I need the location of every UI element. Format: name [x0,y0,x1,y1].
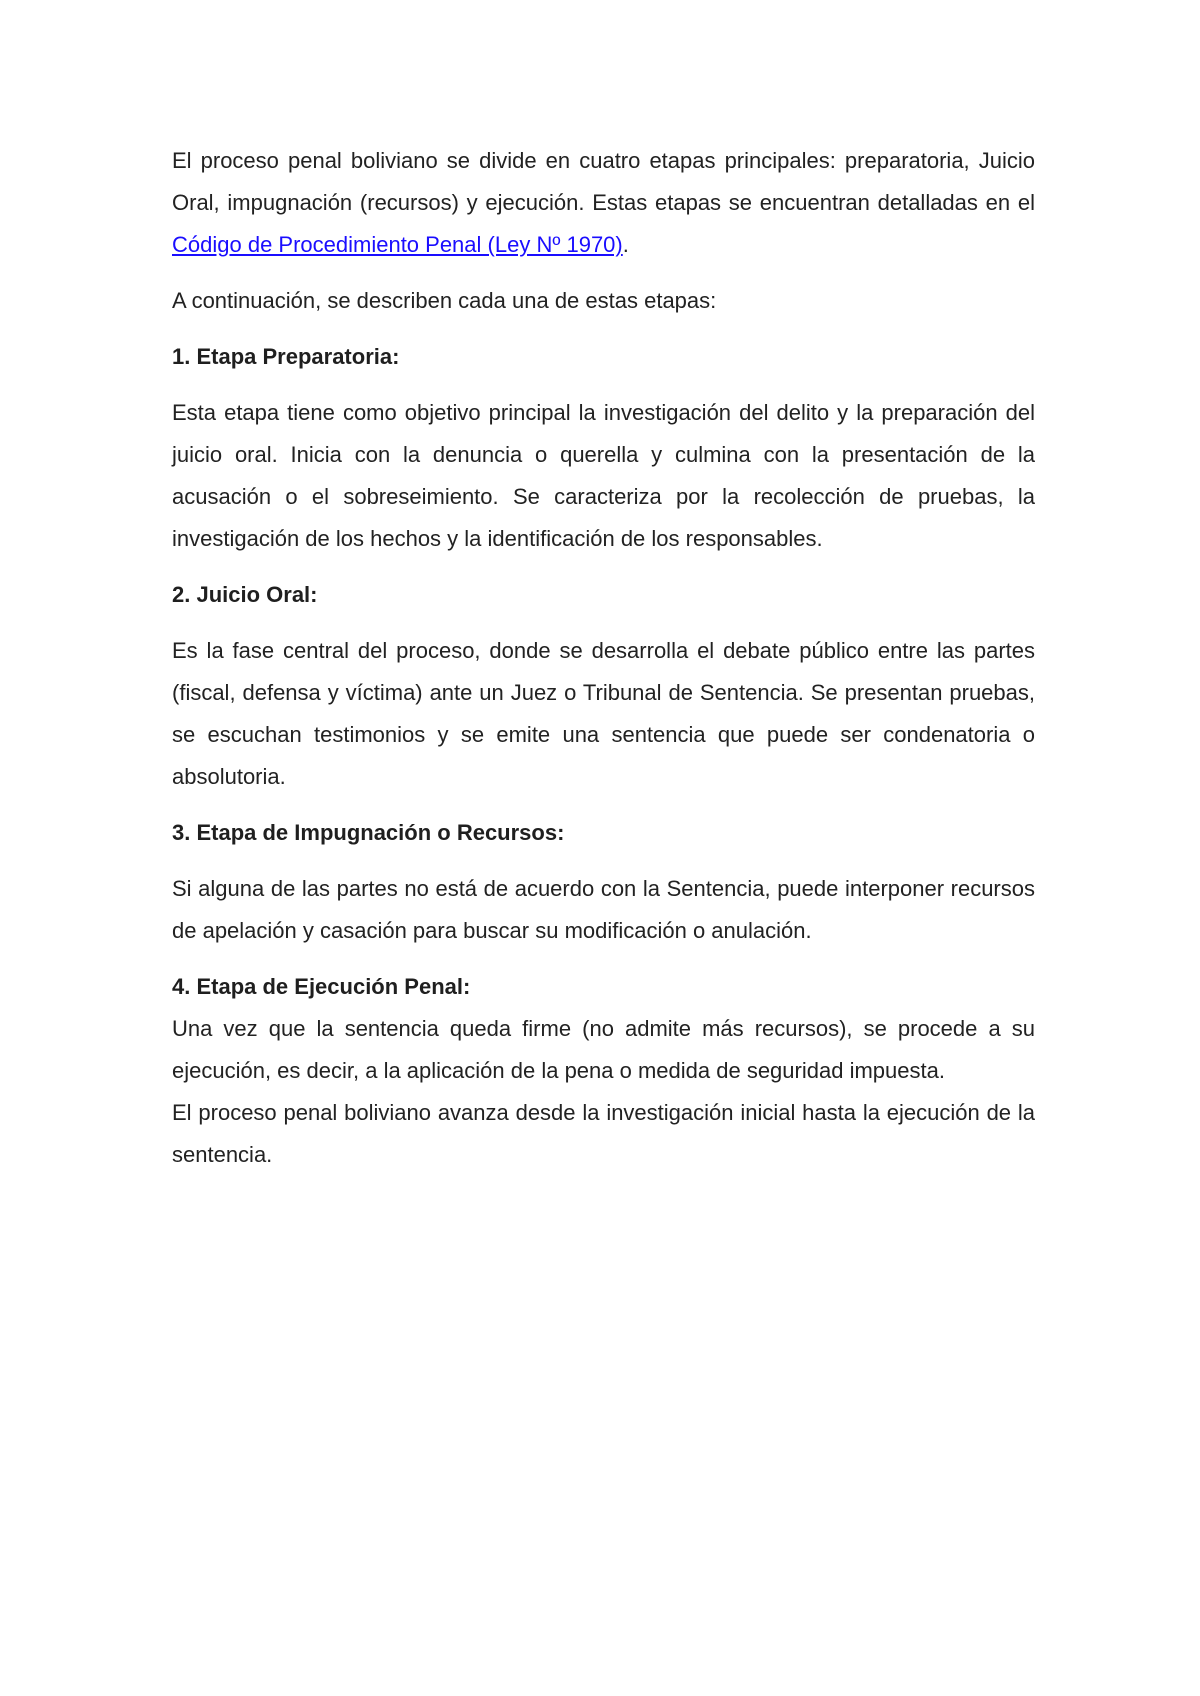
section-body-juicio-oral: Es la fase central del proceso, donde se desarrolla el debate público entre las partes (fiscal, defensa y víctima) ante un Juez o Tribunal de Sentencia. Se presentan pruebas, se escuchan testimonios y se emite una sentencia que puede ser condenatoria o absolutoria. [172,638,1035,789]
intro-text: El proceso penal boliviano se divide en cuatro etapas principales: preparatoria, Juicio Oral, impugnación (recursos) y ejecución. Estas etapas se encuentran detalladas en el [172,148,1035,215]
lead-paragraph: A continuación, se describen cada una de estas etapas: [172,288,717,313]
section-body-impugnacion: Si alguna de las partes no está de acuerdo con la Sentencia, puede interponer recursos de apelación y casación para buscar su modificación o anulación. [172,876,1035,943]
intro-text-end: . [622,232,629,257]
section-heading-ejecucion: 4. Etapa de Ejecución Penal: [172,974,471,999]
section-heading-impugnacion: 3. Etapa de Impugnación o Recursos: [172,820,565,845]
intro-paragraph [172,140,1035,266]
document-page [172,140,1035,1176]
codigo-procedimiento-penal-link[interactable]: Código de Procedimiento Penal (Ley Nº 1970) [172,232,623,257]
section-body-preparatoria: Esta etapa tiene como objetivo principal la investigación del delito y la preparación del juicio oral. Inicia con la denuncia o querella y culmina con la presentación de la acusación o el sobreseimiento. Se caracteriza por la recolección de pruebas, la investigación de los hechos y la identificación de los responsables. [172,400,1035,551]
section-heading-preparatoria: 1. Etapa Preparatoria: [172,344,400,369]
section-heading-juicio-oral: 2. Juicio Oral: [172,582,318,607]
conclusion-paragraph: El proceso penal boliviano avanza desde la investigación inicial hasta la ejecución de la sentencia. [172,1100,1035,1167]
section-body-ejecucion: Una vez que la sentencia queda firme (no admite más recursos), se procede a su ejecución, es decir, a la aplicación de la pena o medida de seguridad impuesta. [172,1016,1035,1083]
